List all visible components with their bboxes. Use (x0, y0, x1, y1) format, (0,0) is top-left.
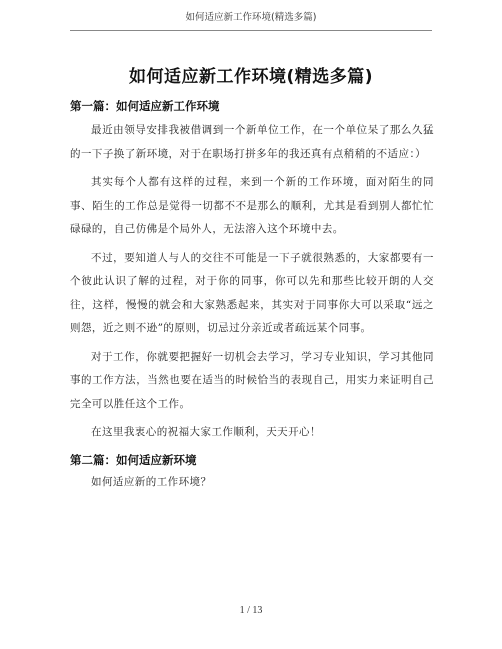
paragraph: 最近由领导安排我被借调到一个新单位工作，在一个单位呆了那么久猛的一下子换了新环境，对于在职场打拼多年的我还真有点稍稍的不适应：） (70, 124, 434, 160)
paragraph: 其实每个人都有这样的过程，来到一个新的工作环境，面对陌生的同事、陌生的工作总是觉得一切都不不是那么的顺利，尤其是看到别人都忙忙碌碌的，自己仿佛是个局外人，无法溶入这个环境中去。 (70, 176, 434, 235)
section-heading: 第二篇：如何适应新环境 (70, 452, 197, 467)
document-body (70, 95, 434, 499)
page-number: 1 / 13 (239, 605, 263, 616)
paragraph: 在这里我衷心的祝福大家工作顺利，天天开心！ (91, 426, 321, 438)
paragraph: 对于工作，你就要把握好一切机会去学习，学习专业知识，学习其他同事的工作方法，当然也要在适当的时候恰当的表现自己，用实力来证明自己完全可以胜任这个工作。 (70, 350, 434, 410)
paragraph: 如何适应新的工作环境？ (91, 475, 212, 488)
header-rule (70, 30, 432, 31)
document-title: 如何适应新工作环境(精选多篇) (128, 67, 374, 87)
section-heading: 第一篇：如何适应新工作环境 (70, 99, 220, 113)
paragraph: 不过，要知道人与人的交往不可能是一下子就很熟悉的，大家都要有一个彼此认识了解的过程，对于你的同事，你可以先和那些比较开朗的人交往，这样，慢慢的就会和大家熟悉起来，其实对于同事你大可以采取“远之则怨，近之则不逊”的原则，切忌过分亲近或者疏远某个同事。 (70, 251, 434, 334)
running-header: 如何适应新工作环境(精选多篇) (185, 12, 317, 23)
